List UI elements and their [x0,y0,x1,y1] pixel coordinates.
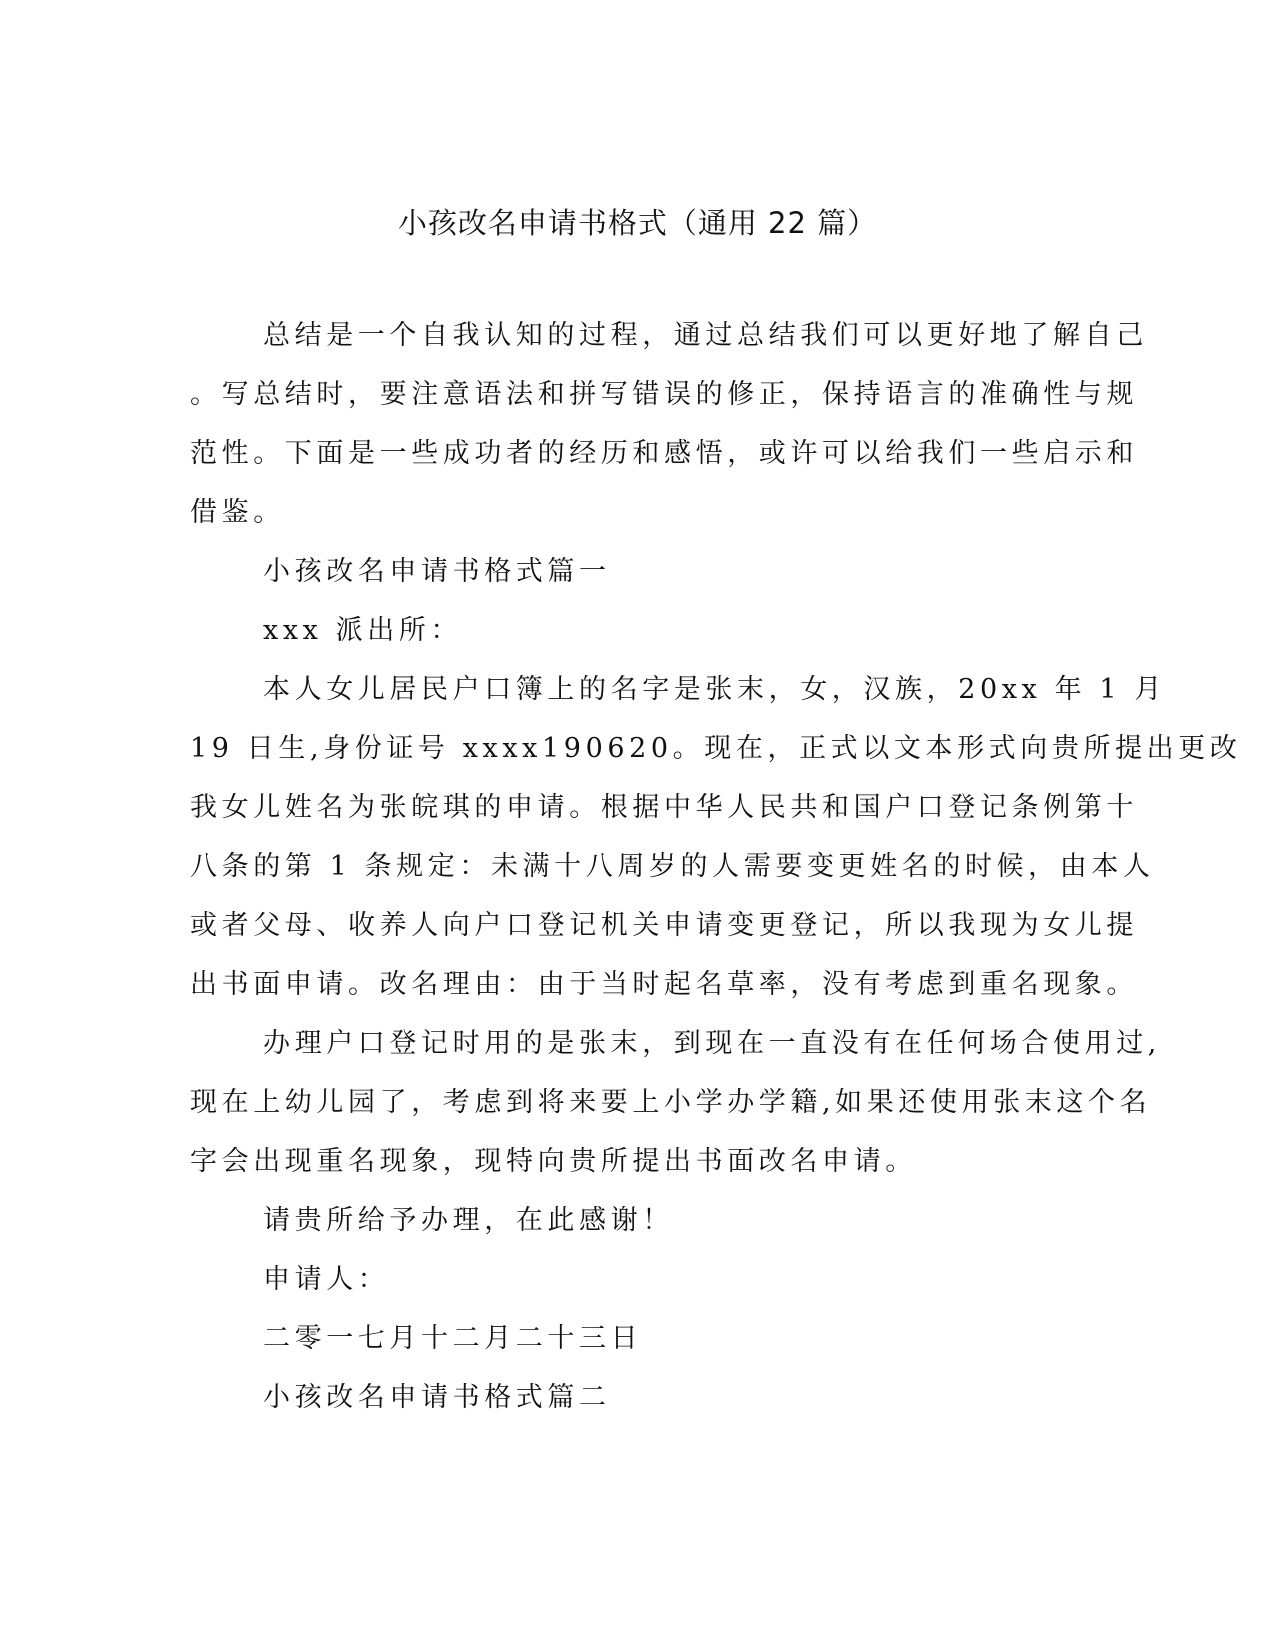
paragraph-line: 出书面申请。改名理由：由于当时起名草率，没有考虑到重名现象。 [190,969,1138,1000]
paragraph-line: 本人女儿居民户口簿上的名字是张末，女，汉族，20xx 年 1 月 [263,674,1166,705]
closing-line: 请贵所给予办理，在此感谢！ [263,1205,674,1236]
paragraph-line: 我女儿姓名为张皖琪的申请。根据中华人民共和国户口登记条例第十 [190,792,1138,823]
paragraph-line: 字会出现重名现象，现特向贵所提出书面改名申请。 [190,1146,917,1177]
section-heading: 小孩改名申请书格式篇一 [263,556,611,587]
paragraph-line: 借鉴。 [190,497,285,528]
paragraph-line: 。写总结时，要注意语法和拼写错误的修正，保持语言的准确性与规 [190,379,1138,410]
paragraph-line: 总结是一个自我认知的过程，通过总结我们可以更好地了解自己 [263,320,1148,351]
paragraph-line: 八条的第 1 条规定：未满十八周岁的人需要变更姓名的时候，由本人 [190,851,1155,882]
letter-salutation: xxx 派出所： [263,615,463,646]
paragraph-line: 办理户口登记时用的是张末，到现在一直没有在任何场合使用过, [263,1028,1161,1059]
paragraph-line: 现在上幼儿园了，考虑到将来要上小学办学籍,如果还使用张末这个名 [190,1087,1152,1118]
paragraph-line: 19 日生,身份证号 xxxx190620。现在，正式以文本形式向贵所提出更改 [190,733,1242,764]
document-title: 小孩改名申请书格式（通用 22 篇） [397,206,878,240]
applicant-label: 申请人： [263,1264,390,1295]
section-heading: 小孩改名申请书格式篇二 [263,1382,611,1413]
letter-date: 二零一七月十二月二十三日 [263,1323,643,1354]
paragraph-line: 范性。下面是一些成功者的经历和感悟，或许可以给我们一些启示和 [190,438,1138,469]
paragraph-line: 或者父母、收养人向户口登记机关申请变更登记，所以我现为女儿提 [190,910,1138,941]
